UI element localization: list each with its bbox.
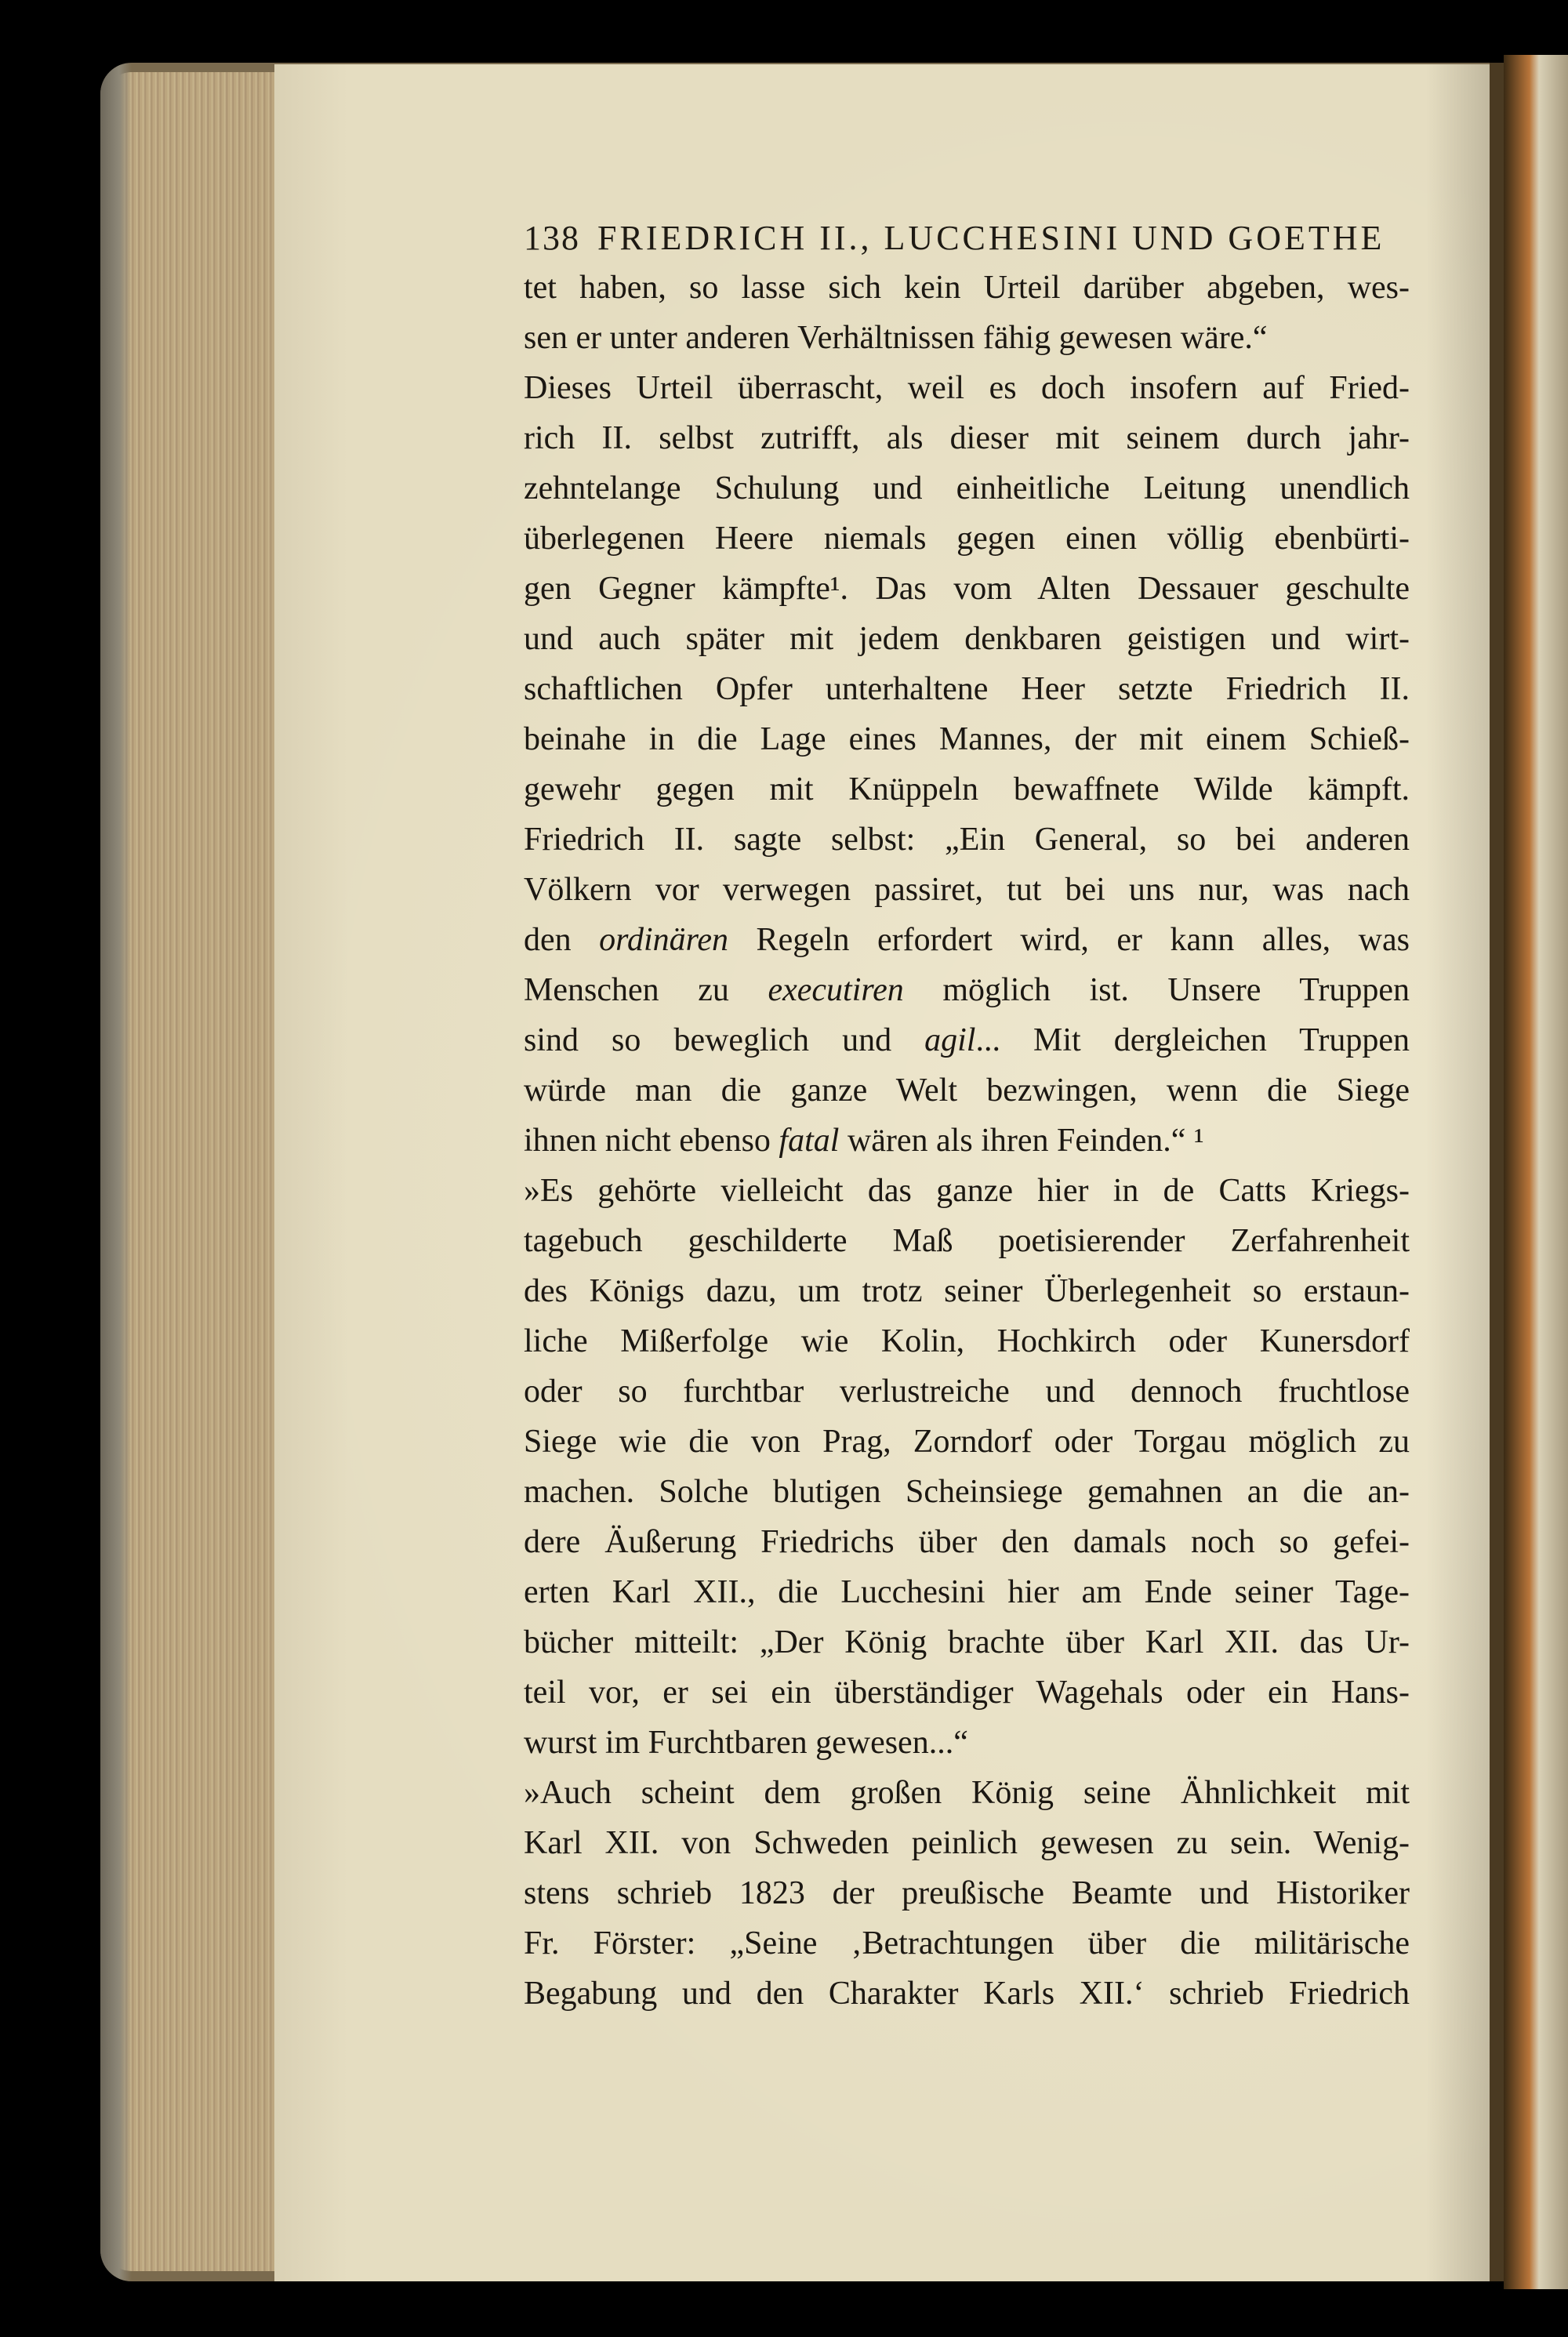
italic-term: executiren xyxy=(768,972,904,1008)
text-line: gen Gegner kämpfte¹. Das vom Alten Dessauer geschulte xyxy=(524,571,1410,607)
text-line: schaftlichen Opfer unterhaltene Heer setzte Friedrich II. xyxy=(524,671,1410,707)
text-line xyxy=(524,1015,1410,1065)
text-line: wurst im Furchtbaren gewesen...“ xyxy=(524,1725,968,1761)
text-line: liche Mißerfolge wie Kolin, Hochkirch oder Kunersdorf xyxy=(524,1323,1410,1359)
text-line xyxy=(524,965,1410,1015)
text-line xyxy=(524,915,1410,965)
text-line: oder so furchtbar verlustreiche und dennoch fruchtlose xyxy=(524,1374,1410,1410)
text-line: Friedrich II. sagte selbst: „Ein General, so bei anderen xyxy=(524,822,1410,858)
gutter xyxy=(1490,63,1504,2281)
text-line: teil vor, er sei ein überständiger Wagehals oder ein Hans- xyxy=(524,1675,1410,1711)
text-line: zehntelange Schulung und einheitliche Leitung unendlich xyxy=(524,470,1410,506)
facing-page-edge xyxy=(1504,55,1568,2289)
text-line: dere Äußerung Friedrichs über den damals noch so gefei- xyxy=(524,1524,1410,1560)
text-segment: den xyxy=(524,922,600,958)
text-line: tagebuch geschilderte Maß poetisierender Zerfahrenheit xyxy=(524,1223,1410,1259)
text-segment: ihnen nicht ebenso xyxy=(524,1123,779,1159)
text-line: erten Karl XII., die Lucchesini hier am Ende seiner Tage- xyxy=(524,1574,1410,1610)
text-line: Fr. Förster: „Seine ‚Betrachtungen über die militärische xyxy=(524,1925,1410,1961)
text-segment: sind so beweglich und xyxy=(524,1022,925,1058)
italic-term: fatal xyxy=(779,1123,840,1159)
text-line: rich II. selbst zutrifft, als dieser mit seinem durch jahr- xyxy=(524,420,1410,456)
text-segment: Regeln erfordert wird, er kann alles, was xyxy=(728,922,1410,958)
running-title: FRIEDRICH II., LUCCHESINI UND GOETHE xyxy=(597,219,1385,257)
text-line: machen. Solche blutigen Scheinsiege gemahnen an die an- xyxy=(524,1474,1410,1510)
text-line: tet haben, so lasse sich kein Urteil darüber abgeben, wes- xyxy=(524,270,1410,306)
text-line: »Es gehörte vielleicht das ganze hier in de Catts Kriegs- xyxy=(524,1173,1410,1209)
text-line: bücher mitteilt: „Der König brachte über Karl XII. das Ur- xyxy=(524,1624,1410,1660)
spine-shadow xyxy=(100,63,132,2281)
italic-term: agil xyxy=(924,1022,976,1058)
text-line: »Auch scheint dem großen König seine Ähnlichkeit mit xyxy=(524,1775,1410,1811)
text-line: würde man die ganze Welt bezwingen, wenn die Siege xyxy=(524,1072,1410,1109)
text-line: Karl XII. von Schweden peinlich gewesen zu sein. Wenig- xyxy=(524,1825,1410,1861)
running-header xyxy=(524,218,1386,258)
text-segment: möglich ist. Unsere Truppen xyxy=(903,972,1410,1008)
text-line xyxy=(524,1116,1410,1166)
text-line: stens schrieb 1823 der preußische Beamte und Historiker xyxy=(524,1875,1410,1911)
text-line: beinahe in die Lage eines Mannes, der mit einem Schieß- xyxy=(524,721,1410,757)
text-line: und auch später mit jedem denkbaren geistigen und wirt- xyxy=(524,621,1410,657)
text-line: sen er unter anderen Verhältnissen fähig gewesen wäre.“ xyxy=(524,320,1268,356)
italic-term: ordinären xyxy=(599,922,729,958)
text-line: Völkern vor verwegen passiret, tut bei uns nur, was nach xyxy=(524,872,1410,908)
text-segment: ... Mit dergleichen Truppen xyxy=(975,1022,1410,1058)
body-text xyxy=(524,263,1410,2019)
page-number: 138 xyxy=(524,219,580,257)
text-line: Dieses Urteil überrascht, weil es doch insofern auf Fried- xyxy=(524,370,1410,406)
text-segment: wären als ihren Feinden.“ ¹ xyxy=(839,1123,1204,1159)
text-line: des Königs dazu, um trotz seiner Überlegenheit so erstaun- xyxy=(524,1273,1410,1309)
text-segment: Menschen zu xyxy=(524,972,768,1008)
text-line: Siege wie die von Prag, Zorndorf oder Torgau möglich zu xyxy=(524,1424,1410,1460)
text-line: Begabung und den Charakter Karls XII.‘ schrieb Friedrich xyxy=(524,1976,1410,2012)
text-line: überlegenen Heere niemals gegen einen völlig ebenbürti- xyxy=(524,521,1410,557)
text-line: gewehr gegen mit Knüppeln bewaffnete Wilde kämpft. xyxy=(524,771,1410,807)
